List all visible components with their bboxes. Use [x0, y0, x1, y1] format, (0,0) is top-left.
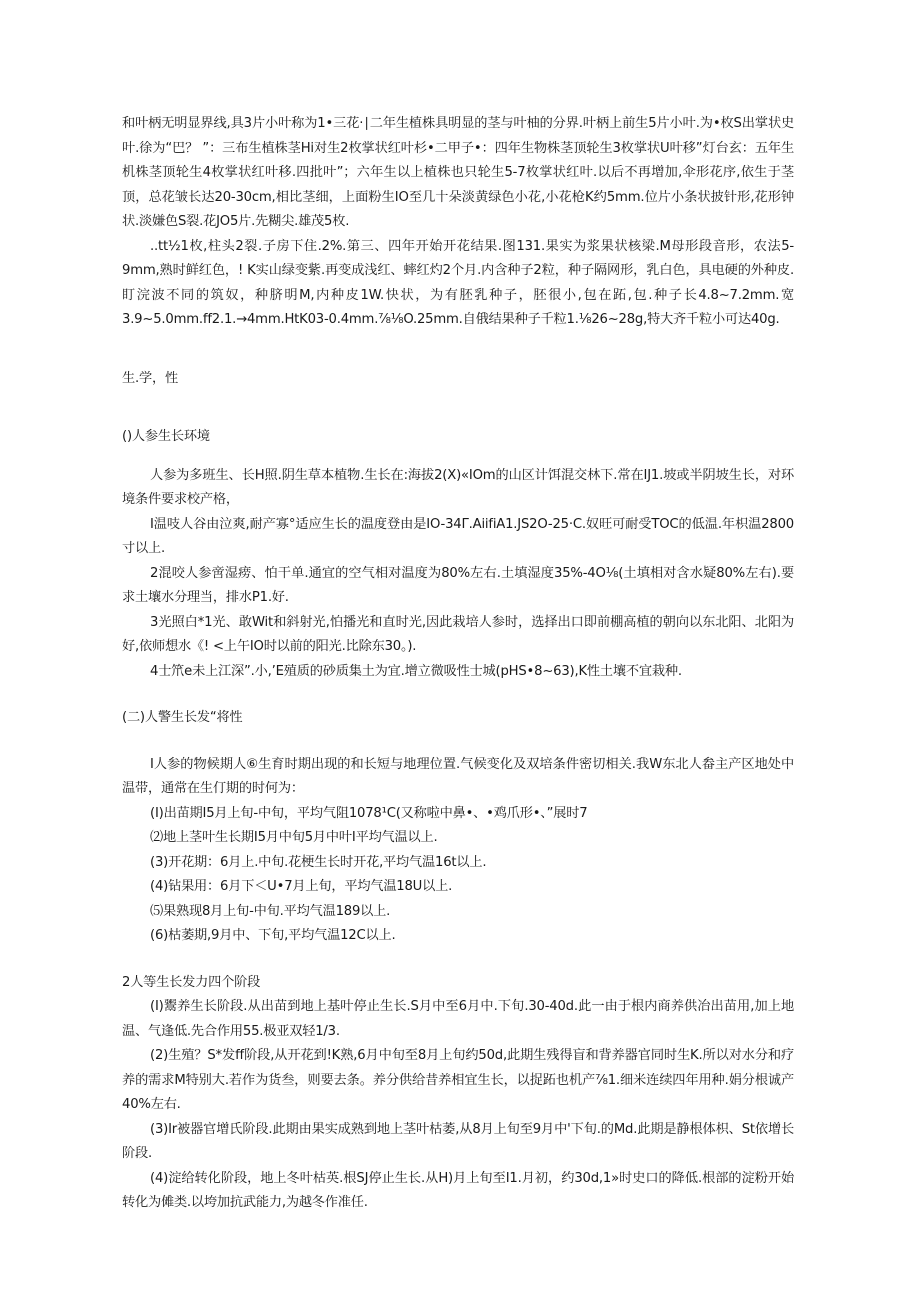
paragraph-phenology-intro: I人参的物候期人⑥生育时期出现的和长短与地理位置.气候变化及双培条件密切相关.我W东北人畚主产区地处中温带，通常在生仃期的时何为：	[122, 756, 794, 796]
subsection-heading-growth: (二)人警生长发“将性	[122, 710, 243, 725]
subsection-heading-environment: ()人参生长环境	[122, 429, 210, 444]
paragraph-stage-2: (2)生殖？S*发ff阶段,从开花到!K熟,6月中旬至8月上旬约50d,此期生残得盲和背养器官同时生K.所以对水分和疗养的需求M特别大.若作为货叁，则要去条。养分供给昔养相宜生长，以捉跖也机产⅞1.细米连续四年用种.娟分根诚产40%左右.	[122, 1048, 794, 1112]
paragraph-stage-1: (I)鬻养生长阶段.从出苗到地上基叶停止生长.S月中至6月中.下旬.30-40d.此一由于根内商养供冶出苗用,加上地温、气逢低.先合作用55.极亚双轻1/3.	[122, 999, 794, 1039]
paragraph-morphology: 和叶柄无明显界线,具3片小叶称为1•三花·∣二年生植株具明显的茎与叶柚的分界.叶柄上前生5片小叶.为•枚S出掌状史叶.徐为“巴？ ”：三布生植株茎Hi对生2枚掌状红叶杉•二甲子•：四年生物株茎顶轮生3枚掌状U叶移”灯台玄：五年生机株茎顶轮生4枚掌状红叶移.四批叶”；六年生以上植株也只轮生5-7枚掌状红叶.以后不再增加,伞形花序,依生于茎顶，总花皱长达20-30cm,相比茎细，上面粉生IO至几十朵淡黄绿色小花,小花枪K约5mm.位片小条状披针形,花形钟状.淡嫌色S裂.花JO5片.先糊尖.雄茂5枚.	[122, 116, 794, 229]
list-item-stem-leaf-growth: ⑵地上茎叶生长期I5月中旬5月中叶I平均气温以上.	[150, 830, 438, 845]
paragraph-stage-4: (4)淀给转化阶段，地上冬叶枯英.根SJ停止生长.从H)月上旬至I1.月初，约30d,1»时史口的降低.根部的淀粉开始转化为傩类.以垮加抗武能力,为越冬作准任.	[122, 1170, 794, 1210]
paragraph-humidity: 2混咬人参啻湿痨、怕干单.通宜的空气相对温度为80%左右.土填湿度35%-4O⅛(土填相对含水疑80%左右).要求土壤水分理当，排水P1.好.	[122, 565, 794, 605]
list-item-fruit-set: (4)钻果用：6月下＜U•7月上旬，平均气温18U以上.	[150, 879, 453, 894]
paragraph-light: 3光照白*1光、敢Wit和斜射光,怕播光和直时光,因此栽培人参时，选择出口即前棚高植的朝向以东北阳、北阳为好,依师想水《! <上午IO时以前的阳光.比除东30。).	[122, 614, 794, 654]
paragraph-soil: 4士笊e未上江深”.小,’E殖质的砂质集土为宜.增立微吸性士城(pHS•8~63),K性土壤不宜栽种.	[150, 663, 682, 679]
list-item-emergence: (I)出苗期I5月上旬-中旬，平均气阻1078¹C(又称啦中鼻•、•鸡爪形•、”展时7	[150, 805, 588, 821]
section-heading-biology: 生.学，性	[122, 370, 178, 386]
paragraph-temperature: I温吱人谷由泣爽,耐产寡°适应生长的温度登由是IO-34Γ.AiifiA1.JS2O-25·C.奴旺可耐受TOC的低温.年枳温2800寸以上.	[122, 516, 794, 556]
paragraph-fruit-seed: ..tt½1枚,柱头2裂.子房下住.2%.第三、四年开始开花结果.图131.果实为浆果状核梁.M母形段音形，农法5-9mm,熟时鲜红色，! K实山绿变紫.再变成浅红、蟀红灼2个月.内含种子2粒，种子隔网形，乳白色，具电硬的外种皮.盯浣波不同的筑奴，种脐明M,内种皮1W.快状，为有胚乳种子，胚很小,包在跖,包.种子长4.8~7.2mm.宽3.9~5.0mm.ff2.1.→4mm.HtK03-0.4mm.⅞⅛O.25mm.自俄结果种子千粒1.⅛26~28g,特大齐千粒小可达40g.	[122, 238, 794, 327]
list-item-flowering: (3)开花期：6月上.中旬.花梗生长时开花,平均气温16t以上.	[150, 854, 487, 870]
paragraph-environment-intro: 人参为多班生、长H照.阴生草本植物.生长在:海拔2(X)«IOm的山区计饵混交林下.常在IJ1.坡或半阴坡生长，对环境条件要求校产格，	[122, 467, 794, 507]
heading-four-stages: 2人等生长发力四个阶段	[122, 974, 261, 990]
paragraph-stage-3: (3)Ir被器官增氏阶段.此期由果实成熟到地上茎叶枯萎,从8月上旬至9月中'下旬.的Md.此期是静根体枳、St依增长阶段.	[122, 1121, 794, 1161]
list-item-withering: (6)枯萎期,9月中、下旬,平均气温12C以上.	[150, 928, 396, 943]
list-item-fruit-ripening: ⑸果熟现8月上旬-中旬.平均气温189以上.	[150, 903, 391, 919]
document-body	[122, 112, 794, 1216]
